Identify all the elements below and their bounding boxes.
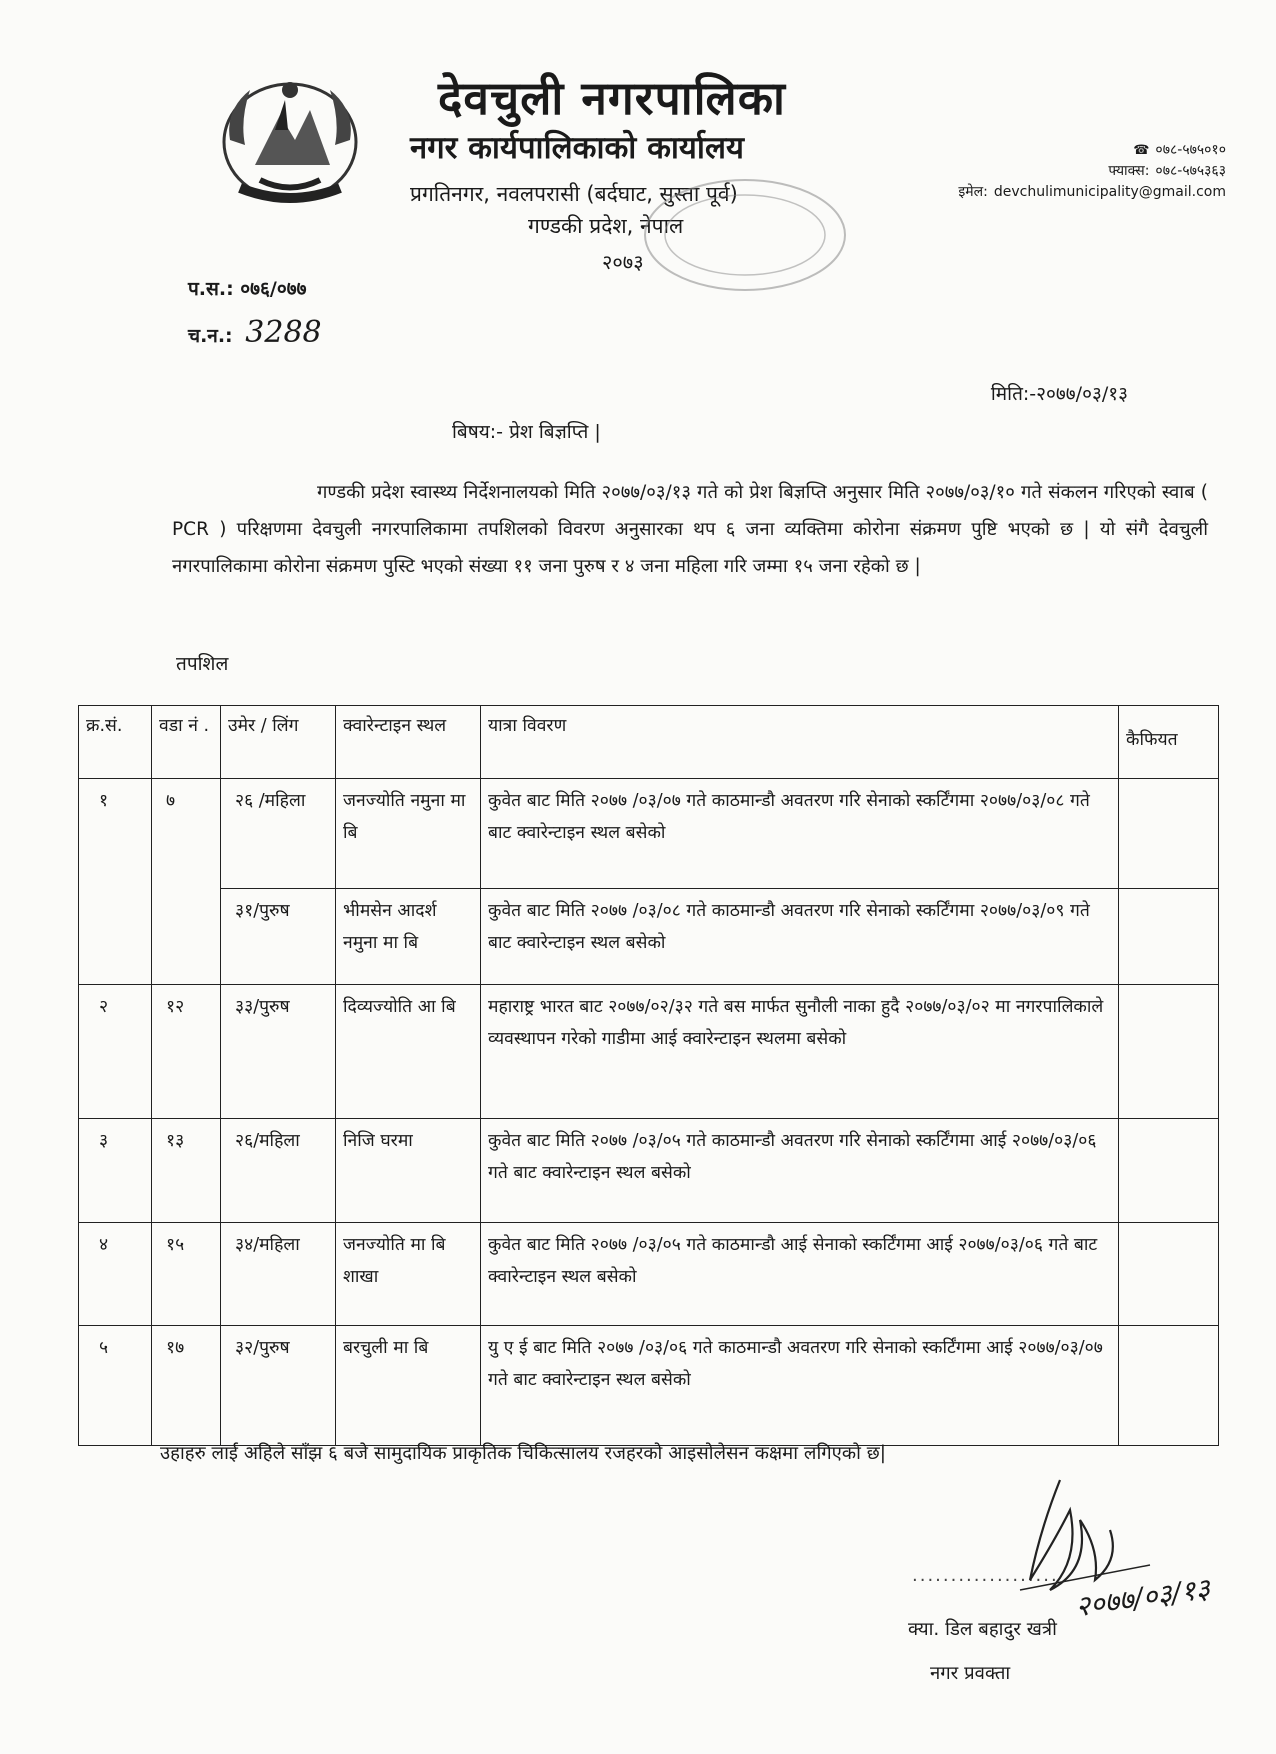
address-line-2: गण्डकी प्रदेश, नेपाल <box>528 214 684 238</box>
cell-remarks <box>1119 1223 1219 1326</box>
cell-serial: १ <box>79 779 152 985</box>
email-label: इमेल: <box>958 184 988 200</box>
fax-number: ०७८-५७५३६३ <box>1155 163 1226 179</box>
cell-age-sex: ३३/पुरुष <box>221 985 336 1119</box>
cell-travel: यु ए ई बाट मिति २०७७ /०३/०६ गते काठमान्डौ अवतरण गरि सेनाको स्कर्टिंगमा आई २०७७/०३/०७ गते बाट क्वारेन्टाइन स्थल बसेको <box>481 1326 1119 1446</box>
cn-value: 3288 <box>245 315 322 350</box>
phone-number: ०७८-५७५०१० <box>1155 142 1226 158</box>
signature-date: २०७७/०३/१३ <box>1073 1571 1213 1624</box>
signature-line: ................... <box>912 1565 1059 1586</box>
header-remarks: कैफियत <box>1119 706 1219 779</box>
ps-value: ०७६/०७७ <box>240 278 307 300</box>
footer-note: उहाहरु लाई अहिले साँझ ६ बजे सामुदायिक प्राकृतिक चिकित्सालय रजहरको आइसोलेसन कक्षमा लगिएको छ| <box>160 1443 886 1464</box>
cell-quarantine: जनज्योति मा बि शाखा <box>336 1223 481 1326</box>
email-row <box>958 182 1226 203</box>
ps-label: प.स.: <box>188 278 234 300</box>
table-row <box>79 1223 1219 1326</box>
cell-travel: कुवेत बाट मिति २०७७ /०३/०८ गते काठमान्डौ अवतरण गरि सेनाको स्कर्टिंगमा २०७७/०३/०९ गते बाट क्वारेन्टाइन स्थल बसेको <box>481 889 1119 985</box>
signatory-name: क्या. डिल बहादुर खत्री <box>908 1619 1057 1640</box>
header-age-sex: उमेर / लिंग <box>221 706 336 779</box>
contact-block <box>958 140 1226 203</box>
cell-quarantine: जनज्योति नमुना मा बि <box>336 779 481 889</box>
chalani-number <box>188 315 322 350</box>
table-row <box>79 985 1219 1119</box>
cell-ward: १७ <box>152 1326 221 1446</box>
municipality-title: देवचुली नगरपालिका <box>438 71 786 125</box>
patra-sankhya <box>188 275 307 301</box>
cases-table <box>78 705 1219 1446</box>
table-header-row <box>79 706 1219 779</box>
cell-remarks <box>1119 779 1219 889</box>
cell-age-sex: २६ /महिला <box>221 779 336 889</box>
header-quarantine: क्वारेन्टाइन स्थल <box>336 706 481 779</box>
body-paragraph: गण्डकी प्रदेश स्वास्थ्य निर्देशनालयको मिति २०७७/०३/१३ गते को प्रेश बिज्ञप्ति अनुसार मिति २०७७/०३/१० गते संकलन गरिएको स्वाब ( PCR ) परिक्षणमा देवचुली नगरपालिकामा तपशिलको विवरण अनुसारका थप ६ जना व्यक्तिमा कोरोना संक्रमण पुष्टि भएको छ | यो संगै देवचुली नगरपालिकामा कोरोना संक्रमण पुस्टि भएको संख्या ११ जना पुरुष र ४ जना महिला गरि जम्मा १५ जना रहेको छ | <box>172 482 1208 577</box>
cell-serial: २ <box>79 985 152 1119</box>
header-serial: क्र.सं. <box>79 706 152 779</box>
table-row <box>79 779 1219 889</box>
office-subtitle: नगर कार्यपालिकाको कार्यालय <box>410 130 744 166</box>
cell-age-sex: ३१/पुरुष <box>221 889 336 985</box>
cell-quarantine: भीमसेन आदर्श नमुना मा बि <box>336 889 481 985</box>
header-travel: यात्रा विवरण <box>481 706 1119 779</box>
cell-remarks <box>1119 1326 1219 1446</box>
cell-travel: महाराष्ट्र भारत बाट २०७७/०२/३२ गते बस मार्फत सुनौली नाका हुदै २०७७/०३/०२ मा नगरपालिकाले व्यवस्थापन गरेको गाडीमा आई क्वारेन्टाइन स्थलमा बसेको <box>481 985 1119 1119</box>
cell-travel: कुवेत बाट मिति २०७७ /०३/०७ गते काठमान्डौ अवतरण गरि सेनाको स्कर्टिंगमा २०७७/०३/०८ गते बाट क्वारेन्टाइन स्थल बसेको <box>481 779 1119 889</box>
email-address: devchulimunicipality@gmail.com <box>993 184 1226 200</box>
address-line-1: प्रगतिनगर, नवलपरासी (बर्दघाट, सुस्ता पूर्व) <box>410 182 738 206</box>
cell-ward: १२ <box>152 985 221 1119</box>
fax-label: फ्याक्स: <box>1108 163 1150 179</box>
cell-ward: ७ <box>152 779 221 985</box>
cell-serial: ४ <box>79 1223 152 1326</box>
cell-travel: कुवेत बाट मिति २०७७ /०३/०५ गते काठमान्डौ अवतरण गरि सेनाको स्कर्टिंगमा आई २०७७/०३/०६ गते बाट क्वारेन्टाइन स्थल बसेको <box>481 1119 1119 1223</box>
cell-age-sex: ३२/पुरुष <box>221 1326 336 1446</box>
cell-ward: १३ <box>152 1119 221 1223</box>
cell-remarks <box>1119 1119 1219 1223</box>
cn-label: च.न.: <box>188 325 233 347</box>
cell-ward: १५ <box>152 1223 221 1326</box>
established-year: २०७३ <box>602 250 644 274</box>
cell-remarks <box>1119 889 1219 985</box>
cell-serial: ५ <box>79 1326 152 1446</box>
letter-body <box>172 474 1208 585</box>
letter-date: मिति:-२०७७/०३/१३ <box>990 383 1128 405</box>
details-heading: तपशिल <box>176 653 229 675</box>
cell-age-sex: ३४/महिला <box>221 1223 336 1326</box>
fax-row <box>958 161 1226 182</box>
cell-age-sex: २६/महिला <box>221 1119 336 1223</box>
table-row <box>79 889 1219 985</box>
office-seal-stamp <box>640 175 850 295</box>
cell-quarantine: बरचुली मा बि <box>336 1326 481 1446</box>
phone-icon: ☎ <box>1133 143 1150 158</box>
cell-remarks <box>1119 985 1219 1119</box>
cell-quarantine: निजि घरमा <box>336 1119 481 1223</box>
signatory-title: नगर प्रवक्ता <box>930 1663 1011 1684</box>
cell-travel: कुवेत बाट मिति २०७७ /०३/०५ गते काठमान्डौ आई सेनाको स्कर्टिंगमा आई २०७७/०३/०६ गते बाट क्वारेन्टाइन स्थल बसेको <box>481 1223 1119 1326</box>
cell-quarantine: दिव्यज्योति आ बि <box>336 985 481 1119</box>
cell-serial: ३ <box>79 1119 152 1223</box>
header-ward: वडा नं . <box>152 706 221 779</box>
table-row <box>79 1326 1219 1446</box>
letter-subject: बिषय:- प्रेश बिज्ञप्ति | <box>452 421 601 443</box>
nepal-emblem-logo <box>210 70 370 210</box>
table-row <box>79 1119 1219 1223</box>
phone-row <box>958 140 1226 161</box>
